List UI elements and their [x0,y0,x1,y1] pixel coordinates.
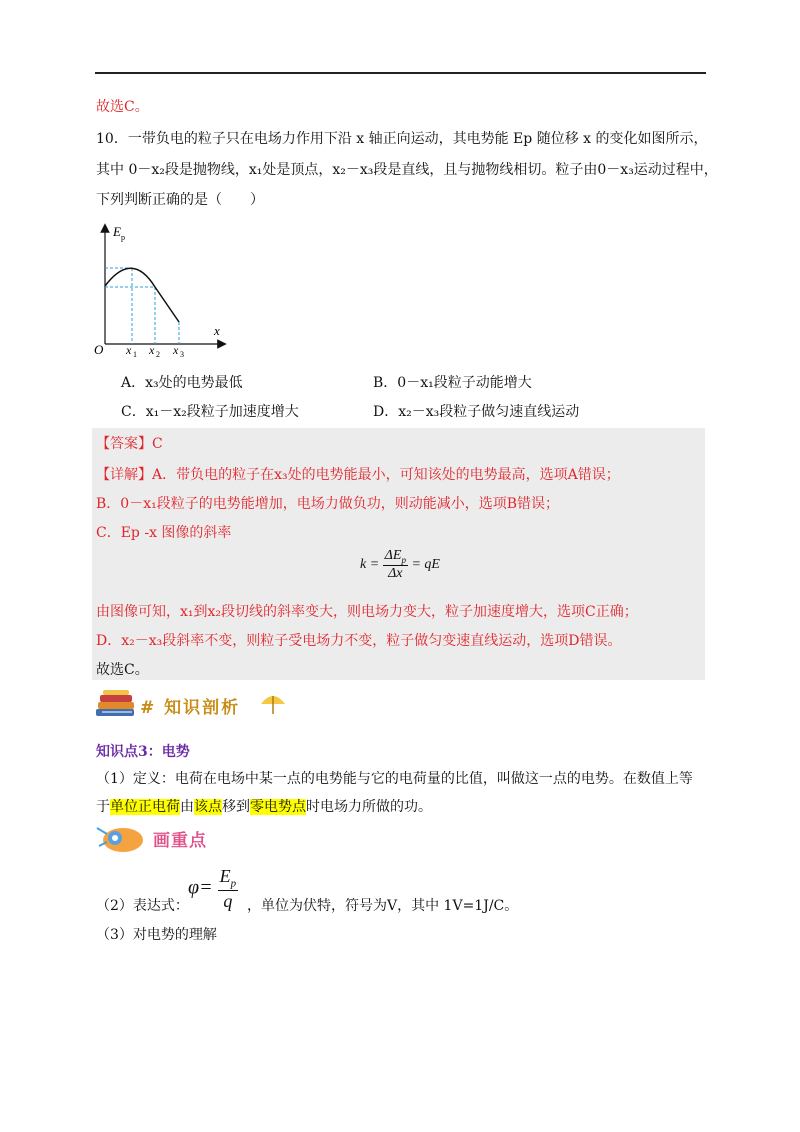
tick-x3-sub: 3 [180,350,184,359]
detail-label: 【详解】 [96,467,152,483]
tick-x3: x [173,343,179,357]
item-3: （3）对电势的理解 [96,927,217,943]
tick-x1: x [126,343,132,357]
answer-value: C [152,436,163,452]
key-point-icon [93,820,149,856]
ep-x-graph [88,222,238,364]
highlight-zero-point: 零电势点 [250,799,306,815]
formula-numerator: ΔE [384,548,402,563]
expression-suffix: ，单位为伏特，符号为V，其中 1V=1J/C。 [247,898,519,914]
previous-conclusion: 故选C。 [96,99,149,115]
option-c[interactable]: C．x₁－x₂段粒子加速度增大 [121,404,299,420]
detail-a-line [96,465,620,485]
books-icon [94,689,138,719]
answer-label: 【答案】 [96,436,152,452]
detail-c-intro: C．Ep -x 图像的斜率 [96,525,232,541]
def-pre: 于 [96,799,110,815]
expression-prefix: （2）表达式： [96,898,189,914]
question-line-1: 10．一带负电的粒子只在电场力作用下沿 x 轴正向运动，其电势能 Ep 随位移 x 的变化如图所示， [96,131,708,147]
formula-numerator-sub: p [401,554,406,565]
def-mid2: 移到 [222,799,250,815]
tick-x1-sub: 1 [133,350,137,359]
ep-curve [105,268,179,322]
umbrella-icon [258,690,288,716]
potential-fraction [218,866,239,912]
highlight-unit-charge: 单位正电荷 [110,799,180,815]
slope-formula [360,548,440,582]
y-axis-label-sub: p [121,233,125,242]
header-rule [95,72,706,74]
question-line-2: 其中 0－x₂段是抛物线，x₁处是顶点，x₂－x₃段是直线，且与抛物线相切。粒子由0－x₃运动过程中， [96,162,718,178]
detail-c-text: 由图像可知，x₁到x₂段切线的斜率变大，则电场力变大，粒子加速度增大，选项C正确； [96,604,638,620]
potential-denominator: q [223,890,233,911]
key-point-badge: 画重点 [153,831,207,851]
answer-line [96,434,163,454]
option-d[interactable]: D．x₂－x₃段粒子做匀速直线运动 [373,404,580,420]
definition-line-1: （1）定义：电荷在电场中某一点的电势能与它的电荷量的比值，叫做这一点的电势。在数值上等 [96,771,693,787]
tick-x2-sub: 2 [156,350,160,359]
def-post: 时电场力所做的功。 [306,799,432,815]
highlight-this-point: 该点 [194,799,222,815]
y-axis-label: E [113,224,121,239]
formula-denominator: Δx [388,565,403,581]
detail-a: A．带负电的粒子在x₃处的电势能最小，可知该处的电势最高，选项A错误； [152,467,620,483]
detail-b: B．0－x₁段粒子的电势能增加，电场力做负功，则动能减小，选项B错误； [96,496,559,512]
banner-title: # 知识剖析 [140,698,241,718]
potential-numerator-sub: p [230,877,237,890]
x-axis-label: x [214,323,220,338]
tick-x2: x [149,343,155,357]
expression-line [96,896,189,916]
detail-d: D．x₂－x₃段斜率不变，则粒子受电场力不变，粒子做匀变速直线运动，选项D错误。 [96,633,622,649]
potential-lhs: φ= [188,876,213,899]
formula-rhs: = qE [411,557,440,573]
formula-fraction [383,548,408,582]
potential-formula [188,866,238,912]
definition-line-2 [96,797,432,817]
formula-lhs: k = [360,557,380,573]
knowledge-title: 知识点3：电势 [96,744,190,760]
answer-conclusion: 故选C。 [96,662,149,678]
question-line-3: 下列判断正确的是（ ） [96,192,264,208]
origin-label: O [94,342,104,357]
potential-numerator: E [219,866,231,886]
def-mid1: 由 [180,799,194,815]
option-b[interactable]: B．0－x₁段粒子动能增大 [373,375,532,391]
option-a[interactable]: A．x₃处的电势最低 [121,375,243,391]
